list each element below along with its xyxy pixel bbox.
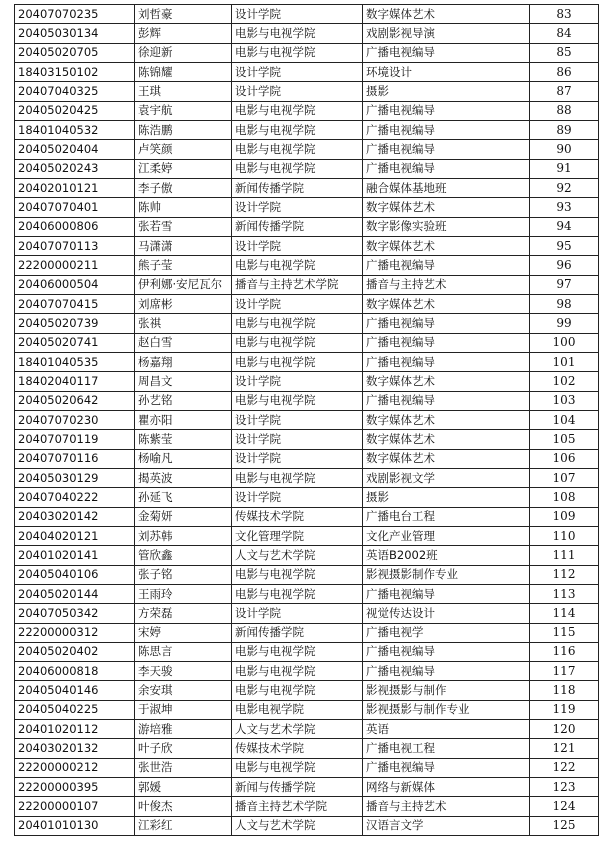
college-cell: 设计学院	[232, 488, 363, 507]
college-cell: 电影与电视学院	[232, 584, 363, 603]
rank-cell: 99	[530, 314, 599, 333]
student-name-cell: 李天骏	[135, 662, 232, 681]
student-id-cell: 20405040146	[15, 681, 135, 700]
major-cell: 数字媒体艺术	[363, 236, 530, 255]
major-cell: 摄影	[363, 82, 530, 101]
major-cell: 文化产业管理	[363, 526, 530, 545]
college-cell: 电影与电视学院	[232, 120, 363, 139]
major-cell: 广播电视编导	[363, 758, 530, 777]
student-id-cell: 20401020112	[15, 720, 135, 739]
table-row	[15, 623, 599, 642]
table-row	[15, 314, 599, 333]
rank-cell: 88	[530, 101, 599, 120]
student-name-cell: 宋婷	[135, 623, 232, 642]
table-row	[15, 546, 599, 565]
college-cell: 设计学院	[232, 294, 363, 313]
college-cell: 电影与电视学院	[232, 256, 363, 275]
student-name-cell: 马潇潇	[135, 236, 232, 255]
rank-cell: 110	[530, 526, 599, 545]
major-cell: 戏剧影视导演	[363, 24, 530, 43]
table-row	[15, 236, 599, 255]
rank-cell: 100	[530, 333, 599, 352]
major-cell: 广播电视编导	[363, 120, 530, 139]
rank-cell: 123	[530, 778, 599, 797]
table-row	[15, 778, 599, 797]
student-id-cell: 20405020402	[15, 642, 135, 661]
rank-cell: 93	[530, 198, 599, 217]
table-row	[15, 333, 599, 352]
major-cell: 汉语言文学	[363, 816, 530, 835]
table-row	[15, 43, 599, 62]
student-id-cell: 20407070230	[15, 410, 135, 429]
rank-cell: 108	[530, 488, 599, 507]
college-cell: 播音与主持艺术学院	[232, 275, 363, 294]
student-name-cell: 孙延飞	[135, 488, 232, 507]
table-row	[15, 797, 599, 816]
table-row	[15, 758, 599, 777]
table-row	[15, 391, 599, 410]
major-cell: 广播电视编导	[363, 391, 530, 410]
rank-cell: 104	[530, 410, 599, 429]
rank-cell: 117	[530, 662, 599, 681]
college-cell: 电影与电视学院	[232, 333, 363, 352]
major-cell: 影视摄影与制作	[363, 681, 530, 700]
rank-cell: 91	[530, 159, 599, 178]
student-name-cell: 陈紫莹	[135, 430, 232, 449]
major-cell: 数字媒体艺术	[363, 372, 530, 391]
student-id-cell: 20405040225	[15, 700, 135, 719]
college-cell: 新闻传播学院	[232, 217, 363, 236]
major-cell: 融合媒体基地班	[363, 178, 530, 197]
college-cell: 新闻与传播学院	[232, 778, 363, 797]
rank-cell: 90	[530, 140, 599, 159]
rank-cell: 103	[530, 391, 599, 410]
student-id-cell: 20403020142	[15, 507, 135, 526]
major-cell: 广播电视编导	[363, 43, 530, 62]
major-cell: 广播电台工程	[363, 507, 530, 526]
rank-cell: 122	[530, 758, 599, 777]
table-row	[15, 275, 599, 294]
major-cell: 广播电视编导	[363, 662, 530, 681]
rank-cell: 83	[530, 5, 599, 24]
rank-cell: 97	[530, 275, 599, 294]
table-row	[15, 82, 599, 101]
table-row	[15, 410, 599, 429]
major-cell: 广播电视学	[363, 623, 530, 642]
college-cell: 电影与电视学院	[232, 24, 363, 43]
student-id-cell: 20406000806	[15, 217, 135, 236]
college-cell: 电影与电视学院	[232, 468, 363, 487]
table-row	[15, 178, 599, 197]
college-cell: 设计学院	[232, 198, 363, 217]
college-cell: 文化管理学院	[232, 526, 363, 545]
table-row	[15, 256, 599, 275]
student-name-cell: 杨喻凡	[135, 449, 232, 468]
student-name-cell: 彭辉	[135, 24, 232, 43]
student-id-cell: 20405030129	[15, 468, 135, 487]
rank-cell: 118	[530, 681, 599, 700]
college-cell: 电影与电视学院	[232, 391, 363, 410]
student-id-cell: 18401040532	[15, 120, 135, 139]
major-cell: 网络与新媒体	[363, 778, 530, 797]
student-id-cell: 20406000504	[15, 275, 135, 294]
student-id-cell: 18403150102	[15, 62, 135, 81]
major-cell: 广播电视编导	[363, 352, 530, 371]
major-cell: 广播电视工程	[363, 739, 530, 758]
student-name-cell: 游培雅	[135, 720, 232, 739]
rank-cell: 109	[530, 507, 599, 526]
student-name-cell: 叶俊杰	[135, 797, 232, 816]
student-name-cell: 张若雪	[135, 217, 232, 236]
student-name-cell: 江彩红	[135, 816, 232, 835]
student-id-cell: 22200000312	[15, 623, 135, 642]
student-id-cell: 20407070235	[15, 5, 135, 24]
student-id-cell: 20403020132	[15, 739, 135, 758]
student-name-cell: 方荣磊	[135, 604, 232, 623]
student-name-cell: 王雨玲	[135, 584, 232, 603]
college-cell: 电影与电视学院	[232, 758, 363, 777]
major-cell: 广播电视编导	[363, 159, 530, 178]
student-id-cell: 20405020404	[15, 140, 135, 159]
student-id-cell: 20405030134	[15, 24, 135, 43]
table-row	[15, 681, 599, 700]
college-cell: 设计学院	[232, 82, 363, 101]
student-name-cell: 陈锦耀	[135, 62, 232, 81]
college-cell: 新闻传播学院	[232, 178, 363, 197]
rank-cell: 116	[530, 642, 599, 661]
table-row	[15, 488, 599, 507]
student-name-cell: 张子铭	[135, 565, 232, 584]
major-cell: 数字媒体艺术	[363, 449, 530, 468]
rank-cell: 87	[530, 82, 599, 101]
student-id-cell: 20405020642	[15, 391, 135, 410]
college-cell: 电影与电视学院	[232, 681, 363, 700]
student-name-cell: 瞿亦阳	[135, 410, 232, 429]
college-cell: 设计学院	[232, 604, 363, 623]
table-row	[15, 24, 599, 43]
college-cell: 设计学院	[232, 236, 363, 255]
rank-cell: 101	[530, 352, 599, 371]
rank-cell: 115	[530, 623, 599, 642]
student-name-cell: 叶子欣	[135, 739, 232, 758]
student-name-cell: 陈浩鹏	[135, 120, 232, 139]
college-cell: 设计学院	[232, 372, 363, 391]
rank-cell: 119	[530, 700, 599, 719]
student-id-cell: 20405020741	[15, 333, 135, 352]
major-cell: 英语	[363, 720, 530, 739]
student-name-cell: 徐迎新	[135, 43, 232, 62]
student-name-cell: 江柔婷	[135, 159, 232, 178]
student-id-cell: 20407040325	[15, 82, 135, 101]
table-row	[15, 526, 599, 545]
college-cell: 设计学院	[232, 62, 363, 81]
table-row	[15, 430, 599, 449]
college-cell: 人文与艺术学院	[232, 816, 363, 835]
rank-cell: 107	[530, 468, 599, 487]
rank-cell: 113	[530, 584, 599, 603]
rank-cell: 96	[530, 256, 599, 275]
student-id-cell: 18402040117	[15, 372, 135, 391]
major-cell: 视觉传达设计	[363, 604, 530, 623]
student-id-cell: 20406000818	[15, 662, 135, 681]
rank-cell: 106	[530, 449, 599, 468]
student-id-cell: 20401020141	[15, 546, 135, 565]
rank-cell: 95	[530, 236, 599, 255]
table-row	[15, 739, 599, 758]
table-row	[15, 217, 599, 236]
major-cell: 广播电视编导	[363, 314, 530, 333]
student-id-cell: 20405020705	[15, 43, 135, 62]
student-name-cell: 伊利娜·安尼瓦尔	[135, 275, 232, 294]
table-row	[15, 816, 599, 835]
table-row	[15, 120, 599, 139]
student-id-cell: 22200000211	[15, 256, 135, 275]
student-id-cell: 18401040535	[15, 352, 135, 371]
student-name-cell: 陈帅	[135, 198, 232, 217]
college-cell: 电影与电视学院	[232, 43, 363, 62]
table-row	[15, 565, 599, 584]
major-cell: 数字媒体艺术	[363, 430, 530, 449]
student-id-cell: 20407070119	[15, 430, 135, 449]
student-name-cell: 周昌文	[135, 372, 232, 391]
college-cell: 传媒技术学院	[232, 739, 363, 758]
college-cell: 电影与电视学院	[232, 101, 363, 120]
major-cell: 广播电视编导	[363, 584, 530, 603]
major-cell: 数字影像实验班	[363, 217, 530, 236]
rank-cell: 111	[530, 546, 599, 565]
student-name-cell: 刘哲豪	[135, 5, 232, 24]
student-id-cell: 22200000395	[15, 778, 135, 797]
major-cell: 广播电视编导	[363, 140, 530, 159]
major-cell: 广播电视编导	[363, 642, 530, 661]
rank-cell: 105	[530, 430, 599, 449]
student-name-cell: 卢笑颜	[135, 140, 232, 159]
major-cell: 英语B2002班	[363, 546, 530, 565]
major-cell: 广播电视编导	[363, 256, 530, 275]
table-row	[15, 294, 599, 313]
major-cell: 数字媒体艺术	[363, 5, 530, 24]
student-id-cell: 20405020144	[15, 584, 135, 603]
rank-cell: 84	[530, 24, 599, 43]
student-id-cell: 20407070113	[15, 236, 135, 255]
rank-cell: 125	[530, 816, 599, 835]
major-cell: 影视摄影与制作专业	[363, 700, 530, 719]
college-cell: 电影与电视学院	[232, 314, 363, 333]
rank-cell: 112	[530, 565, 599, 584]
student-name-cell: 管欣鑫	[135, 546, 232, 565]
table-row	[15, 5, 599, 24]
student-id-cell: 20407070116	[15, 449, 135, 468]
major-cell: 戏剧影视文学	[363, 468, 530, 487]
student-id-cell: 20407050342	[15, 604, 135, 623]
major-cell: 摄影	[363, 488, 530, 507]
student-name-cell: 熊子莹	[135, 256, 232, 275]
college-cell: 设计学院	[232, 449, 363, 468]
college-cell: 电影电视学院	[232, 700, 363, 719]
rank-cell: 114	[530, 604, 599, 623]
table-row	[15, 507, 599, 526]
student-name-cell: 余安琪	[135, 681, 232, 700]
student-name-cell: 张祺	[135, 314, 232, 333]
student-id-cell: 20407040222	[15, 488, 135, 507]
college-cell: 电影与电视学院	[232, 352, 363, 371]
student-id-cell: 20405020243	[15, 159, 135, 178]
major-cell: 播音与主持艺术	[363, 797, 530, 816]
student-name-cell: 揭英波	[135, 468, 232, 487]
college-cell: 传媒技术学院	[232, 507, 363, 526]
rank-cell: 120	[530, 720, 599, 739]
ranking-table	[14, 4, 599, 836]
table-row	[15, 198, 599, 217]
college-cell: 新闻传播学院	[232, 623, 363, 642]
table-row	[15, 372, 599, 391]
major-cell: 播音与主持艺术	[363, 275, 530, 294]
rank-cell: 94	[530, 217, 599, 236]
college-cell: 电影与电视学院	[232, 565, 363, 584]
rank-cell: 86	[530, 62, 599, 81]
student-name-cell: 赵白雪	[135, 333, 232, 352]
student-name-cell: 袁宇航	[135, 101, 232, 120]
table-row	[15, 720, 599, 739]
student-name-cell: 刘席彬	[135, 294, 232, 313]
student-name-cell: 郭媛	[135, 778, 232, 797]
table-row	[15, 352, 599, 371]
table-row	[15, 62, 599, 81]
major-cell: 数字媒体艺术	[363, 198, 530, 217]
rank-cell: 124	[530, 797, 599, 816]
student-id-cell: 22200000107	[15, 797, 135, 816]
college-cell: 人文与艺术学院	[232, 720, 363, 739]
student-name-cell: 金菊妍	[135, 507, 232, 526]
student-name-cell: 陈思言	[135, 642, 232, 661]
table-row	[15, 700, 599, 719]
student-name-cell: 杨嘉翔	[135, 352, 232, 371]
major-cell: 环境设计	[363, 62, 530, 81]
college-cell: 设计学院	[232, 5, 363, 24]
student-name-cell: 于淑坤	[135, 700, 232, 719]
college-cell: 电影与电视学院	[232, 662, 363, 681]
college-cell: 电影与电视学院	[232, 642, 363, 661]
table-row	[15, 449, 599, 468]
student-name-cell: 孙艺铭	[135, 391, 232, 410]
major-cell: 广播电视编导	[363, 333, 530, 352]
table-row	[15, 662, 599, 681]
college-cell: 设计学院	[232, 430, 363, 449]
rank-cell: 102	[530, 372, 599, 391]
rank-cell: 92	[530, 178, 599, 197]
rank-cell: 98	[530, 294, 599, 313]
college-cell: 人文与艺术学院	[232, 546, 363, 565]
college-cell: 电影与电视学院	[232, 159, 363, 178]
table-row	[15, 140, 599, 159]
table-row	[15, 584, 599, 603]
major-cell: 影视摄影制作专业	[363, 565, 530, 584]
college-cell: 设计学院	[232, 410, 363, 429]
student-id-cell: 22200000212	[15, 758, 135, 777]
table-row	[15, 642, 599, 661]
rank-cell: 85	[530, 43, 599, 62]
student-id-cell: 20405020739	[15, 314, 135, 333]
college-cell: 播音主持艺术学院	[232, 797, 363, 816]
student-id-cell: 20401010130	[15, 816, 135, 835]
student-id-cell: 20407070415	[15, 294, 135, 313]
student-name-cell: 李子傲	[135, 178, 232, 197]
rank-cell: 89	[530, 120, 599, 139]
rank-cell: 121	[530, 739, 599, 758]
major-cell: 数字媒体艺术	[363, 294, 530, 313]
college-cell: 电影与电视学院	[232, 140, 363, 159]
table-row	[15, 604, 599, 623]
table-row	[15, 101, 599, 120]
student-name-cell: 王琪	[135, 82, 232, 101]
student-id-cell: 20405040106	[15, 565, 135, 584]
student-id-cell: 20404020121	[15, 526, 135, 545]
student-name-cell: 刘苏韩	[135, 526, 232, 545]
student-id-cell: 20402010121	[15, 178, 135, 197]
student-name-cell: 张世浩	[135, 758, 232, 777]
student-id-cell: 20405020425	[15, 101, 135, 120]
major-cell: 数字媒体艺术	[363, 410, 530, 429]
table-row	[15, 468, 599, 487]
student-id-cell: 20407070401	[15, 198, 135, 217]
table-row	[15, 159, 599, 178]
major-cell: 广播电视编导	[363, 101, 530, 120]
ranking-table-body	[15, 5, 599, 836]
